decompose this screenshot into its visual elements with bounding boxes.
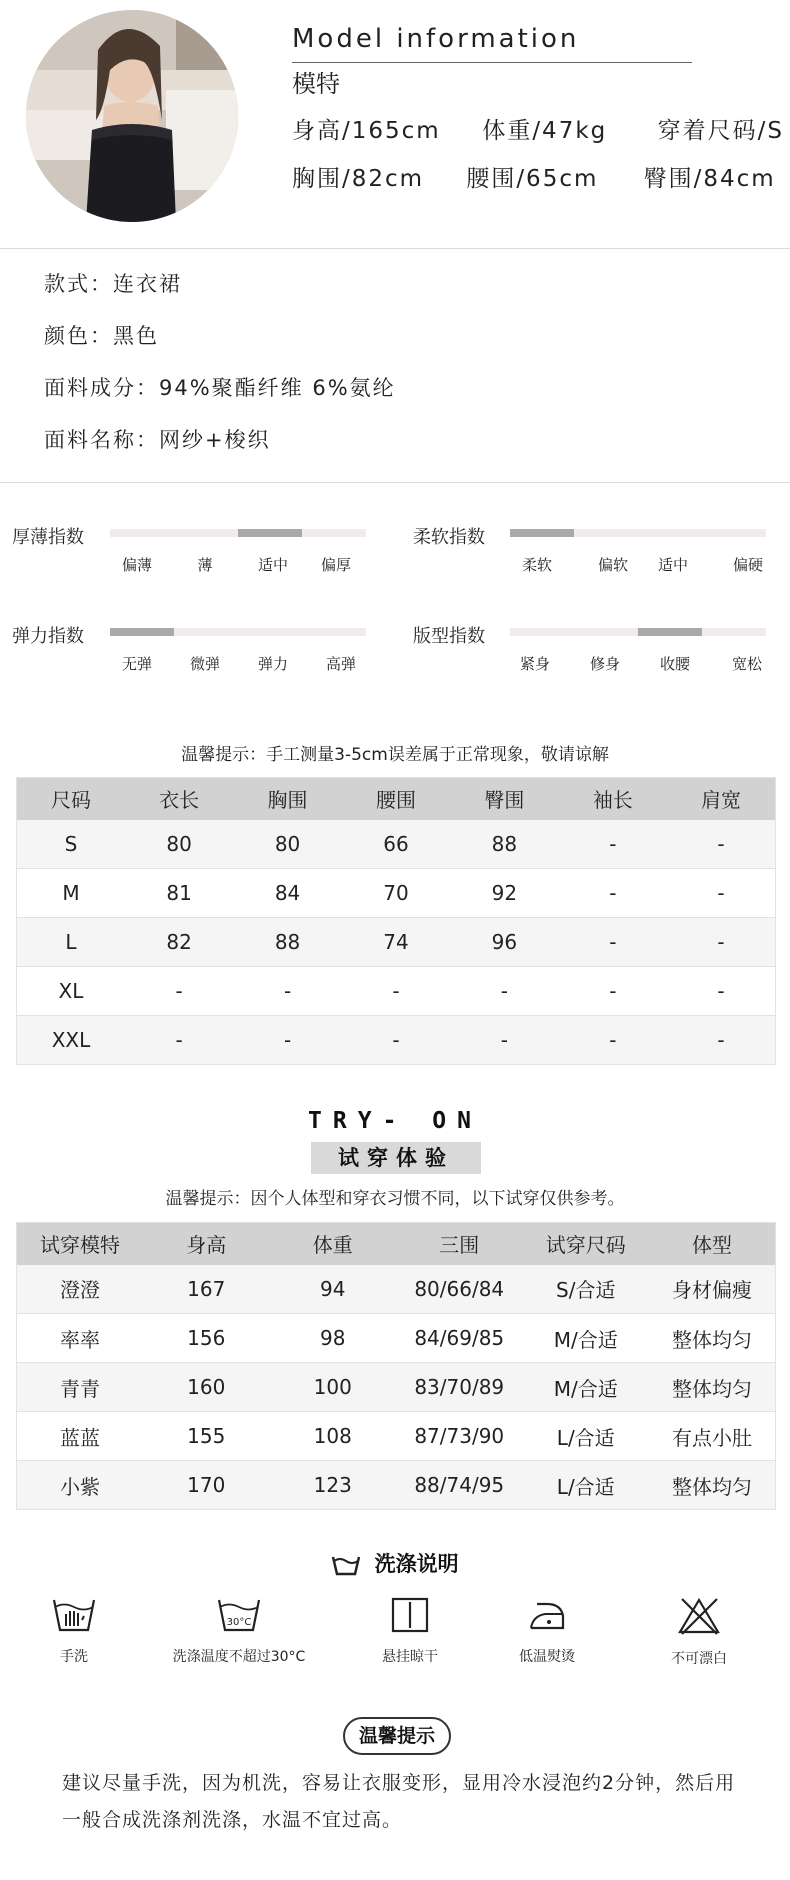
table-cell: - — [342, 967, 450, 1016]
header-cell: 试穿模特 — [17, 1223, 144, 1265]
softness-option: 偏硬 — [732, 556, 763, 574]
header-cell: 体重 — [270, 1223, 397, 1265]
model-weight: 体重/47kg — [482, 118, 608, 144]
notice-title: 温馨提示 — [343, 1717, 451, 1755]
wash-30-icon-text: 30°C — [226, 1617, 252, 1628]
header-cell: 身高 — [143, 1223, 270, 1265]
tryon-title-en: TRY- ON — [308, 1108, 482, 1134]
table-cell: - — [667, 1016, 775, 1065]
fit-index-bar — [510, 628, 766, 636]
table-cell: M/合适 — [523, 1363, 650, 1412]
table-row — [17, 1265, 776, 1314]
table-row — [17, 918, 776, 967]
table-cell: 84 — [233, 869, 341, 918]
size-table — [16, 777, 776, 1065]
table-cell: - — [667, 918, 775, 967]
wash-item-hand-wash — [0, 1596, 154, 1666]
low-iron-icon — [525, 1596, 569, 1634]
model-info-section — [0, 0, 790, 248]
table-cell: 整体均匀 — [649, 1363, 776, 1412]
table-cell: 70 — [342, 869, 450, 918]
table-cell: 身材偏瘦 — [649, 1265, 776, 1314]
washing-title: 洗涤说明 — [374, 1552, 459, 1576]
table-cell: 170 — [143, 1461, 270, 1510]
table-cell: 蓝蓝 — [17, 1412, 144, 1461]
softness-option: 偏软 — [597, 556, 628, 574]
table-cell: - — [559, 918, 667, 967]
table-cell: S/合适 — [523, 1265, 650, 1314]
header-cell: 胸围 — [233, 778, 341, 820]
washing-title-row — [0, 1548, 790, 1578]
wash-label: 悬挂晾干 — [382, 1649, 438, 1665]
table-cell: 156 — [143, 1314, 270, 1363]
table-cell: 80 — [125, 820, 233, 869]
wash-label: 手洗 — [60, 1649, 88, 1665]
model-photo — [26, 10, 238, 222]
notice-text: 建议尽量手洗，因为机洗，容易让衣服变形，显用冷水浸泡约2分钟，然后用一般合成洗涤剂洗涤，水温不宜过高。 — [62, 1772, 736, 1831]
table-cell: 88/74/95 — [396, 1461, 523, 1510]
table-cell: 66 — [342, 820, 450, 869]
fit-index-indicator — [638, 628, 702, 636]
table-cell: 青青 — [17, 1363, 144, 1412]
softness-option: 柔软 — [521, 556, 552, 574]
header-cell: 肩宽 — [667, 778, 775, 820]
table-cell: 有点小肚 — [649, 1412, 776, 1461]
tryon-tip: 温馨提示：因个人体型和穿衣习惯不同，以下试穿仅供参考。 — [165, 1189, 625, 1209]
size-table-header — [17, 778, 776, 820]
table-cell: 率率 — [17, 1314, 144, 1363]
table-cell: 88 — [233, 918, 341, 967]
table-cell: S — [17, 820, 125, 869]
table-cell: - — [450, 967, 558, 1016]
model-stats-row-1 — [292, 112, 784, 145]
softness-index-indicator — [510, 529, 574, 537]
thickness-option: 偏厚 — [320, 556, 351, 574]
model-stats-row-2 — [292, 160, 776, 193]
tryon-table — [16, 1222, 776, 1510]
table-cell: - — [667, 820, 775, 869]
tryon-title-cn: 试穿体验 — [311, 1142, 481, 1174]
table-cell: 96 — [450, 918, 558, 967]
table-row — [17, 820, 776, 869]
attr-composition: 面料成分：94%聚酯纤维 6%氨纶 — [44, 376, 396, 400]
table-cell: 167 — [143, 1265, 270, 1314]
table-row — [17, 869, 776, 918]
elasticity-index-indicator — [110, 628, 174, 636]
thickness-option: 偏薄 — [121, 556, 152, 574]
attr-color: 颜色：黑色 — [44, 324, 159, 348]
table-cell: - — [667, 967, 775, 1016]
section-divider — [0, 248, 790, 249]
header-cell: 衣长 — [125, 778, 233, 820]
model-photo-illustration — [26, 10, 238, 222]
table-cell: 整体均匀 — [649, 1461, 776, 1510]
table-cell: L/合适 — [523, 1412, 650, 1461]
model-bust: 胸围/82cm — [292, 166, 425, 192]
wash-tub-icon — [331, 1554, 361, 1576]
header-cell: 试穿尺码 — [523, 1223, 650, 1265]
table-cell: M — [17, 869, 125, 918]
table-cell: XL — [17, 967, 125, 1016]
wash-30-icon — [216, 1596, 262, 1634]
header-cell: 体型 — [649, 1223, 776, 1265]
table-cell: 160 — [143, 1363, 270, 1412]
header-cell: 尺码 — [17, 778, 125, 820]
table-row — [17, 967, 776, 1016]
table-cell: L — [17, 918, 125, 967]
table-cell: M/合适 — [523, 1314, 650, 1363]
table-cell: 84/69/85 — [396, 1314, 523, 1363]
table-row — [17, 1314, 776, 1363]
table-cell: 83/70/89 — [396, 1363, 523, 1412]
table-cell: 92 — [450, 869, 558, 918]
table-cell: 74 — [342, 918, 450, 967]
attr-style: 款式：连衣裙 — [44, 272, 182, 296]
table-cell: - — [559, 820, 667, 869]
fit-index-label: 版型指数 — [413, 626, 485, 647]
table-cell: - — [125, 967, 233, 1016]
table-cell: - — [559, 869, 667, 918]
section-divider — [0, 482, 790, 483]
title-underline — [292, 62, 692, 63]
softness-index-label: 柔软指数 — [413, 527, 485, 548]
size-tip: 温馨提示：手工测量3-5cm误差属于正常现象，敬请谅解 — [181, 745, 609, 765]
table-row — [17, 1461, 776, 1510]
header-cell: 三围 — [396, 1223, 523, 1265]
table-cell: 整体均匀 — [649, 1314, 776, 1363]
model-wearing-size: 穿着尺码/S — [657, 118, 784, 144]
softness-index-bar — [510, 529, 766, 537]
header-cell: 袖长 — [559, 778, 667, 820]
table-cell: 81 — [125, 869, 233, 918]
table-cell: - — [559, 1016, 667, 1065]
fit-option: 宽松 — [731, 655, 762, 673]
wash-label: 不可漂白 — [671, 1651, 727, 1667]
table-cell: - — [233, 967, 341, 1016]
hang-dry-icon — [390, 1596, 430, 1634]
table-cell: 98 — [270, 1314, 397, 1363]
model-height: 身高/165cm — [292, 118, 441, 144]
table-cell: 123 — [270, 1461, 397, 1510]
elasticity-index-label: 弹力指数 — [12, 626, 84, 647]
hand-wash-icon — [51, 1596, 97, 1634]
table-cell: 87/73/90 — [396, 1412, 523, 1461]
wash-label: 洗涤温度不超过30°C — [172, 1649, 306, 1665]
model-info-subtitle: 模特 — [292, 70, 340, 98]
table-cell: - — [342, 1016, 450, 1065]
table-cell: 小紫 — [17, 1461, 144, 1510]
table-cell: L/合适 — [523, 1461, 650, 1510]
model-hip: 臀围/84cm — [643, 166, 776, 192]
table-cell: 108 — [270, 1412, 397, 1461]
model-info-title: Model information — [292, 24, 580, 54]
elasticity-option: 弹力 — [257, 655, 288, 673]
elasticity-option: 微弹 — [189, 655, 220, 673]
table-row — [17, 1363, 776, 1412]
table-cell: 94 — [270, 1265, 397, 1314]
table-row — [17, 1412, 776, 1461]
table-row — [17, 1016, 776, 1065]
softness-option: 适中 — [657, 556, 688, 574]
table-cell: - — [233, 1016, 341, 1065]
table-cell: 80 — [233, 820, 341, 869]
table-cell: 155 — [143, 1412, 270, 1461]
table-cell: - — [559, 967, 667, 1016]
elasticity-option: 高弹 — [325, 655, 356, 673]
header-cell: 腰围 — [342, 778, 450, 820]
thickness-option: 薄 — [197, 556, 213, 574]
elasticity-option: 无弹 — [121, 655, 152, 673]
wash-item-no-bleach — [619, 1596, 779, 1668]
table-cell: - — [450, 1016, 558, 1065]
wash-label: 低温熨烫 — [519, 1649, 575, 1665]
wash-item-30c — [159, 1596, 319, 1666]
fit-option: 收腰 — [659, 655, 690, 673]
thickness-index-indicator — [238, 529, 302, 537]
thickness-index-bar — [110, 529, 366, 537]
wash-item-low-iron — [467, 1596, 627, 1666]
table-cell: 82 — [125, 918, 233, 967]
thickness-option: 适中 — [257, 556, 288, 574]
model-waist: 腰围/65cm — [466, 166, 599, 192]
table-cell: XXL — [17, 1016, 125, 1065]
fit-option: 紧身 — [519, 655, 550, 673]
no-bleach-icon — [677, 1596, 721, 1636]
elasticity-index-bar — [110, 628, 366, 636]
attr-fabric-name: 面料名称：网纱+梭织 — [44, 428, 271, 452]
thickness-index-label: 厚薄指数 — [12, 527, 84, 548]
table-cell: 88 — [450, 820, 558, 869]
header-cell: 臀围 — [450, 778, 558, 820]
wash-item-hang-dry — [330, 1596, 490, 1666]
table-cell: - — [667, 869, 775, 918]
table-cell: 80/66/84 — [396, 1265, 523, 1314]
table-cell: - — [125, 1016, 233, 1065]
fit-option: 修身 — [589, 655, 620, 673]
table-cell: 澄澄 — [17, 1265, 144, 1314]
table-cell: 100 — [270, 1363, 397, 1412]
tryon-table-header — [17, 1223, 776, 1265]
